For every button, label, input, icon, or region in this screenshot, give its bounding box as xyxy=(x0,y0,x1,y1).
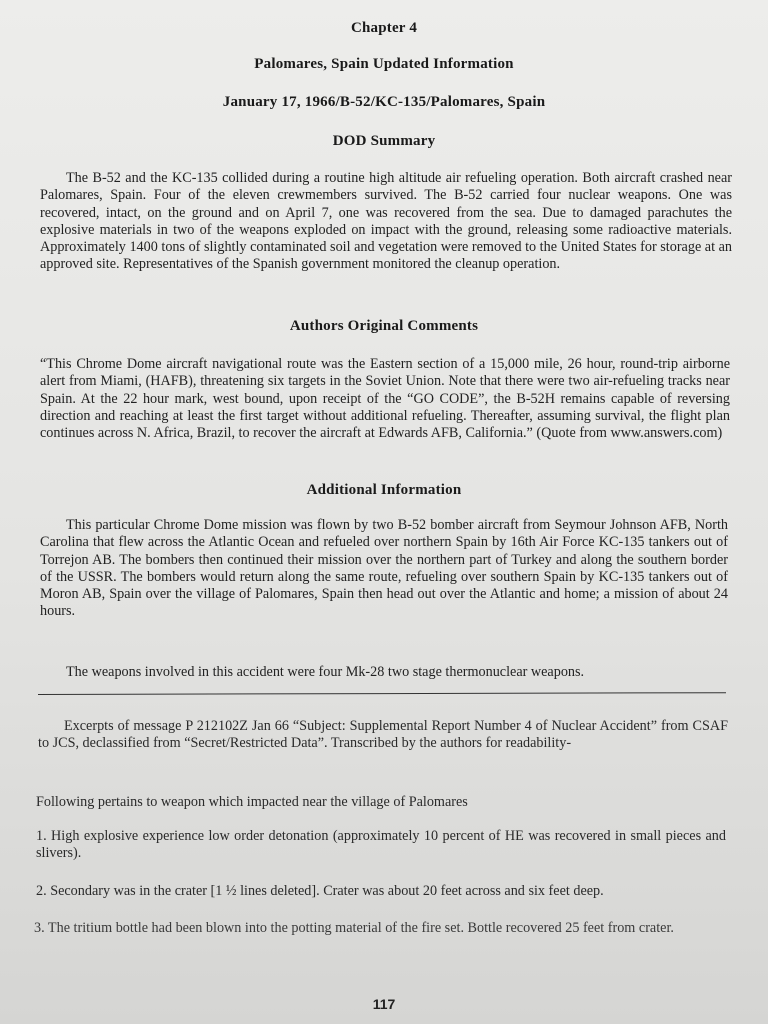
document-title: Palomares, Spain Updated Information xyxy=(254,56,514,72)
finding-item-2: 2. Secondary was in the crater [1 ½ lines deleted]. Crater was about 20 feet across and six feet deep. xyxy=(36,883,604,899)
message-excerpt-intro: Excerpts of message P 212102Z Jan 66 “Subject: Supplemental Report Number 4 of Nuclear Accident” from CSAF to JCS, declassified from “Secret/Restricted Data”. Transcribed by the authors for readability- xyxy=(38,718,728,752)
authors-comments-paragraph: “This Chrome Dome aircraft navigational route was the Eastern section of a 15,000 mile, 26 hour, round-trip airborne alert from Miami, (HAFB), threatening six targets in the Soviet Union. Note that there were two air-refueling tracks near Spain. At the 22 hour mark, west bound, upon receipt of the “GO CODE”, the B-52H remains capable of reversing direction and reaching at least the first target without additional refueling. Thereafter, assuming survival, the flight plan continues across N. Africa, Brazil, to recover the aircraft at Edwards AFB, California.” (Quote from www.answers.com) xyxy=(40,356,730,442)
dod-summary-paragraph: The B-52 and the KC-135 collided during a routine high altitude air refueling operation. Both aircraft crashed near Palomares, Spain. Four of the eleven crewmembers survived. The B-52 carried four nuclear weapons. One was recovered, intact, on the ground and on April 7, one was recovered from the sea. Due to damaged parachutes the explosive materials in two of the weapons exploded on impact with the ground, releasing some radioactive materials. Approximately 1400 tons of slightly contaminated soil and vegetation were removed to the United States for storage at an approved site. Representatives of the Spanish government monitored the cleanup operation. xyxy=(40,170,732,273)
authors-comments-heading: Authors Original Comments xyxy=(289,318,479,334)
page-number: 117 xyxy=(372,996,396,1012)
weapons-statement: The weapons involved in this accident were four Mk-28 two stage thermonuclear weapons. xyxy=(66,664,585,680)
finding-item-1: 1. High explosive experience low order detonation (approximately 10 percent of HE was recovered in small pieces and slivers). xyxy=(36,828,726,862)
additional-info-heading: Additional Information xyxy=(306,482,462,498)
finding-item-3: 3. The tritium bottle had been blown into the potting material of the fire set. Bottle recovered 25 feet from crater. xyxy=(34,920,674,936)
additional-info-paragraph: This particular Chrome Dome mission was flown by two B-52 bomber aircraft from Seymour Johnson AFB, North Carolina that flew across the Atlantic Ocean and refueled over northern Spain by 16th Air Force KC-135 tankers out of Torrejon AB. The bombers then continued their mission over the northern part of Turkey and along the southern border of the USSR. The bombers would return along the same route, refueling over southern Spain by KC-135 tankers out of Moron AB, Spain over the village of Palomares, Spain then head out over the Atlantic and home; a mission of about 24 hours. xyxy=(40,517,728,620)
chapter-label: Chapter 4 xyxy=(350,20,418,36)
section-divider xyxy=(38,692,726,695)
document-subtitle: January 17, 1966/B-52/KC-135/Palomares, Spain xyxy=(222,94,546,110)
impact-weapon-statement: Following pertains to weapon which impacted near the village of Palomares xyxy=(36,794,468,810)
dod-summary-heading: DOD Summary xyxy=(332,133,436,149)
